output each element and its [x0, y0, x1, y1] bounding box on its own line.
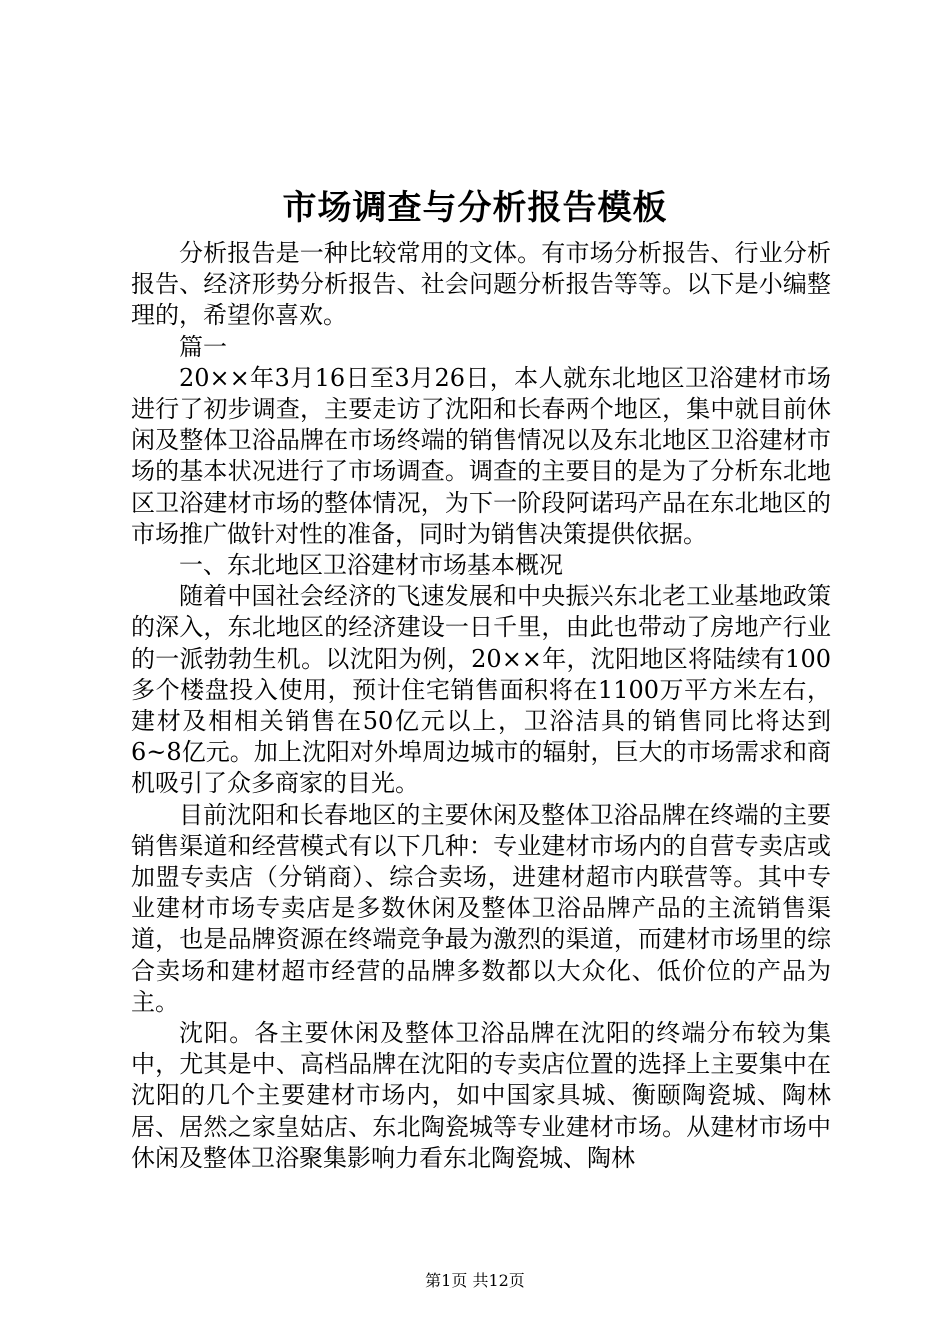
paragraph-intro: 分析报告是一种比较常用的文体。有市场分析报告、行业分析报告、经济形势分析报告、社会问题分析报告等等。以下是小编整理的，希望你喜欢。: [131, 239, 831, 330]
paragraph-sales-channels: 目前沈阳和长春地区的主要休闲及整体卫浴品牌在终端的主要销售渠道和经营模式有以下几种：专业建材市场内的自营专卖店或加盟专卖店（分销商）、综合卖场，进建材超市内联营等。其中专业建材市场专卖店是多数休闲及整体卫浴品牌产品的主流销售渠道，也是品牌资源在终端竞争最为激烈的渠道，而建材市场里的综合卖场和建材超市经营的品牌多数都以大众化、低价位的产品为主。: [131, 800, 831, 1016]
paragraph-market-growth: 随着中国社会经济的飞速发展和中央振兴东北老工业基地政策的深入，东北地区的经济建设一日千里，由此也带动了房地产行业的一派勃勃生机。以沈阳为例，20××年，沈阳地区将陆续有100多个楼盘投入使用，预计住宅销售面积将在1100万平方米左右，建材及相相关销售在50亿元以上，卫浴洁具的销售同比将达到6~8亿元。加上沈阳对外埠周边城市的辐射，巨大的市场需求和商机吸引了众多商家的目光。: [131, 582, 831, 798]
paragraph-shenyang: 沈阳。各主要休闲及整体卫浴品牌在沈阳的终端分布较为集中，尤其是中、高档品牌在沈阳的专卖店位置的选择上主要集中在沈阳的几个主要建材市场内，如中国家具城、衡颐陶瓷城、陶林居、居然之家皇姑店、东北陶瓷城等专业建材市场。从建材市场中休闲及整体卫浴聚集影响力看东北陶瓷城、陶林: [131, 1019, 831, 1172]
page-number-footer: 第1页 共12页: [425, 1271, 525, 1290]
paragraph-section-label: 篇一: [179, 332, 227, 361]
paragraph-survey-overview: 20××年3月16日至3月26日，本人就东北地区卫浴建材市场进行了初步调查，主要走访了沈阳和长春两个地区，集中就目前休闲及整体卫浴品牌在市场终端的销售情况以及东北地区卫浴建材市场的基本状况进行了市场调查。调查的主要目的是为了分析东北地区卫浴建材市场的整体情况，为下一阶段阿诺玛产品在东北地区的市场推广做针对性的准备，同时为销售决策提供依据。: [131, 363, 831, 548]
paragraph-heading-overview: 一、东北地区卫浴建材市场基本概况: [179, 551, 563, 580]
document-title: 市场调查与分析报告模板: [282, 188, 668, 228]
document-body: [131, 238, 831, 1174]
